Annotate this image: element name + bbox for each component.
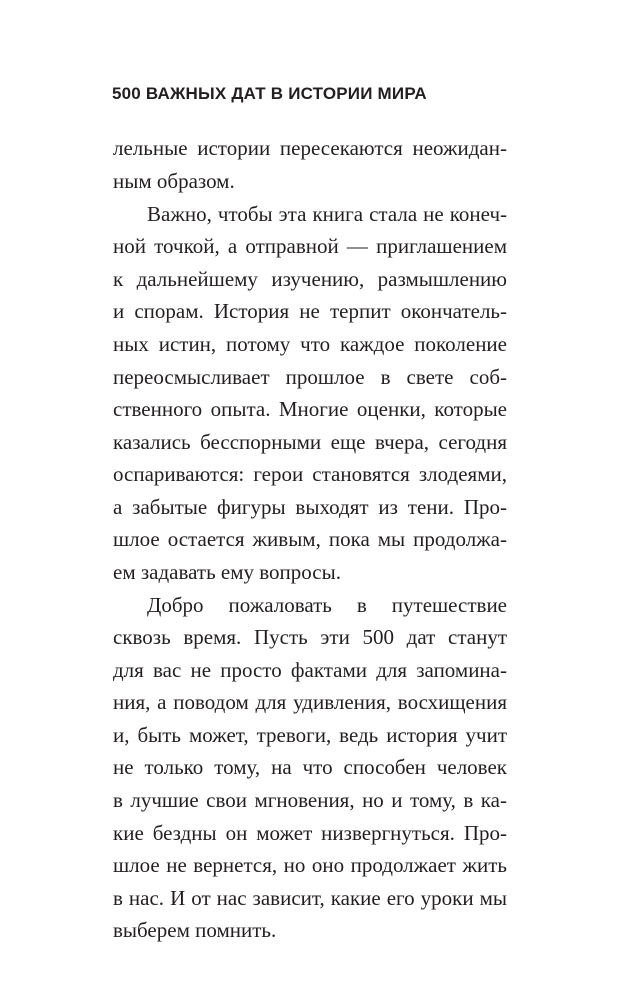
text-line: Важно, чтобы эта книга стала не конеч- <box>147 202 507 226</box>
text-line: шлое остается живым, пока мы продолжа- <box>113 527 507 551</box>
text-line: лельные истории пересекаются неожидан- <box>113 136 507 160</box>
text-line: ния, а поводом для удивления, восхищения <box>113 690 507 714</box>
text-line: кие бездны он может низвергнуться. Про- <box>113 821 507 845</box>
text-line: не только тому, на что способен человек <box>113 755 507 779</box>
text-line: в нас. И от нас зависит, какие его уроки мы <box>113 886 507 910</box>
text-line: ем задавать ему вопросы. <box>113 560 341 584</box>
text-line: ных истин, потому что каждое поколение <box>113 332 507 356</box>
text-line: ной точкой, а отправной — приглашением <box>113 234 507 258</box>
text-line: ственного опыта. Многие оценки, которые <box>113 397 507 421</box>
text-line: и, быть может, тревоги, ведь история учит <box>113 723 507 747</box>
text-line: переосмысливает прошлое в свете соб- <box>113 365 507 389</box>
text-line: казались бесспорными еще вчера, сегодня <box>113 430 507 454</box>
text-line: и спорам. История не терпит окончатель- <box>113 299 507 323</box>
text-line: шлое не вернется, но оно продолжает жить <box>113 853 507 877</box>
text-line: ным образом. <box>113 169 235 193</box>
running-header: 500 ВАЖНЫХ ДАТ В ИСТОРИИ МИРА <box>112 84 427 103</box>
text-line: Добро пожаловать в путешествие <box>147 593 507 617</box>
text-line: выберем помнить. <box>113 918 277 942</box>
text-line: сквозь время. Пусть эти 500 дат станут <box>113 625 507 649</box>
text-line: в лучшие свои мгновения, но и тому, в ка- <box>113 788 507 812</box>
text-line: а забытые фигуры выходят из тени. Про- <box>113 495 507 519</box>
text-line: к дальнейшему изучению, размышлению <box>113 267 507 291</box>
text-line: оспариваются: герои становятся злодеями, <box>113 462 507 486</box>
text-line: для вас не просто фактами для запомина- <box>113 658 507 682</box>
